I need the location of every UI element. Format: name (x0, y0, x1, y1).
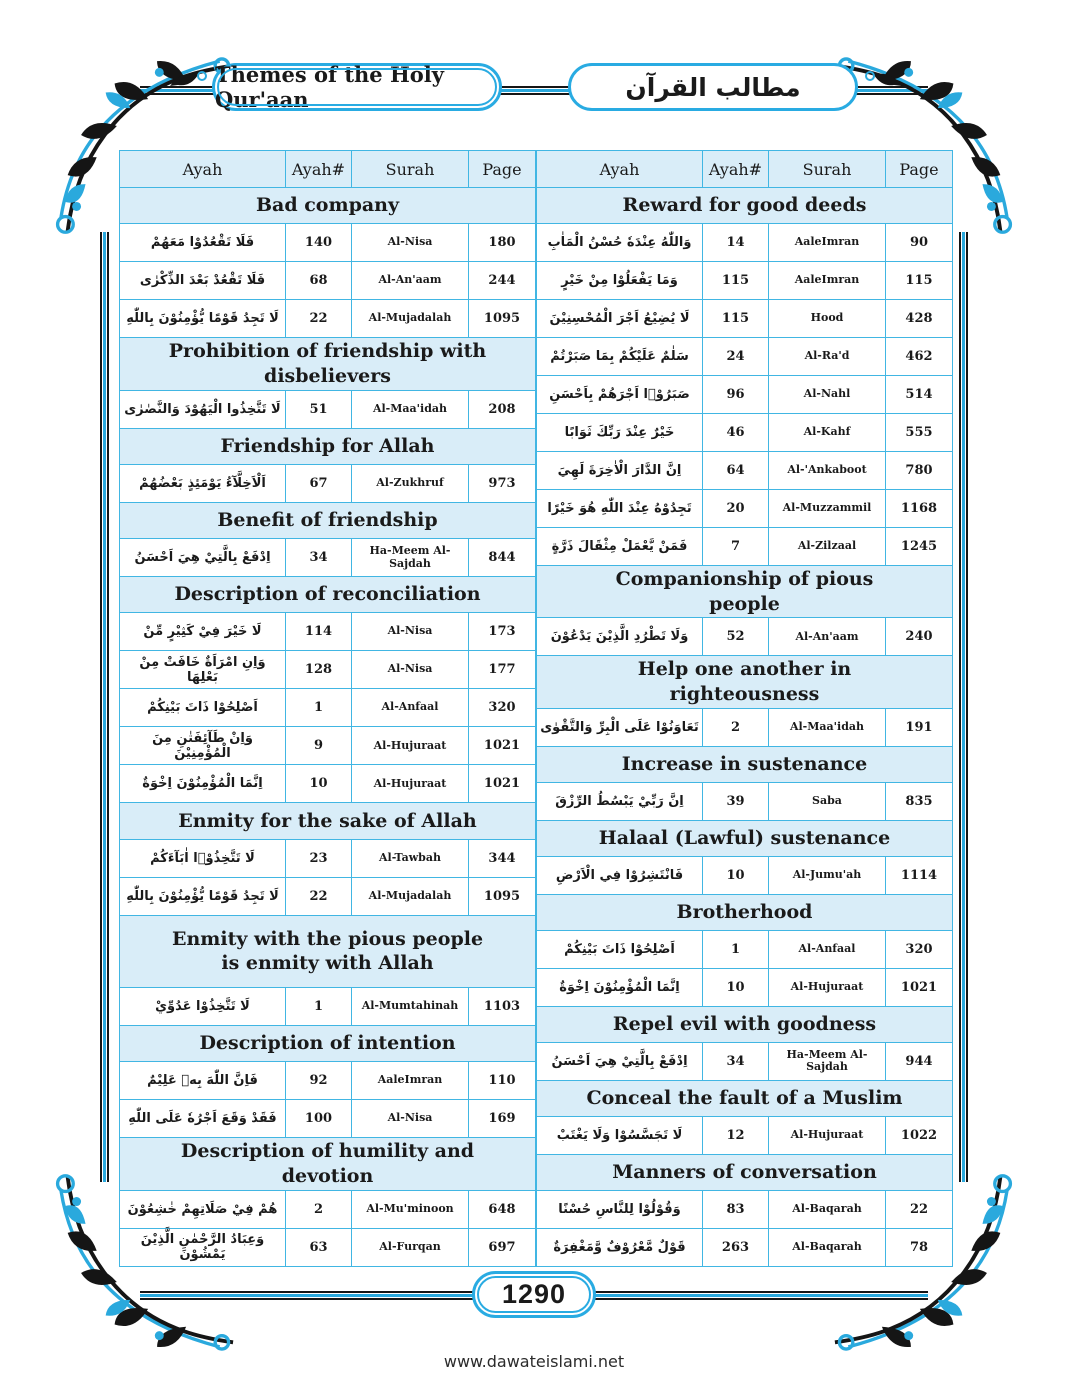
page-cell: 244 (469, 262, 536, 300)
surah-cell: Al-Nisa (352, 224, 469, 262)
ayah-number-cell: 10 (703, 968, 769, 1006)
table-row (537, 262, 953, 300)
ayah-number-cell: 2 (703, 708, 769, 746)
column-header: Page (886, 151, 953, 188)
surah-cell: Al-Jumu'ah (769, 856, 886, 894)
surah-cell: Al-Anfaal (769, 930, 886, 968)
ayah-number-cell: 1 (286, 987, 352, 1025)
ayah-arabic-cell: تَعَاوَنُوْا عَلَى الْبِرِّ وَالتَّقْوٰى (537, 708, 703, 746)
ayah-arabic-cell: لَا تَتَّخِذُوْا عَدُوِّيْ (120, 987, 286, 1025)
ayah-number-cell: 115 (703, 300, 769, 338)
ayah-arabic-cell: اَصْلِحُوْا ذَاتَ بَيْنِكُمْ (120, 689, 286, 727)
page-number-badge (472, 1271, 596, 1318)
page-cell: 835 (886, 782, 953, 820)
surah-cell: Al-Mumtahinah (352, 987, 469, 1025)
section-label: Repel evil with goodness (612, 1012, 877, 1035)
ayah-arabic-cell: لَا يُضِيْعُ اَجْرَ الْمُحْسِنِيْنَ (537, 300, 703, 338)
ayah-number-cell: 100 (286, 1099, 352, 1137)
ayah-number-cell: 10 (703, 856, 769, 894)
surah-cell: Al-Hujuraat (769, 1116, 886, 1154)
section-header (120, 1138, 536, 1190)
page-title-arabic (568, 63, 858, 111)
section-label: Halaal (Lawful) sustenance (598, 826, 891, 849)
ayah-arabic-cell: فَاِنَّ اللّٰهَ بِهٖ عَلِيْمٌ (120, 1061, 286, 1099)
section-label: Help one another in righteousness (637, 658, 852, 706)
page-cell: 844 (469, 539, 536, 577)
frame-line-left (100, 232, 109, 1182)
ayah-number-cell: 51 (286, 390, 352, 428)
section-header-row (120, 915, 536, 987)
section-label: Description of intention (199, 1032, 456, 1055)
ayah-arabic-cell: اِنَّمَا الْمُؤْمِنُوْنَ اِخْوَةٌ (537, 968, 703, 1006)
ayah-arabic-cell: فَقَدْ وَقَعَ اَجْرُهٗ عَلَى اللّٰهِ (120, 1099, 286, 1137)
table-row (120, 1228, 536, 1266)
ayah-arabic-cell: صَبَرُوْۤا اَجْرَهُمْ بِاَحْسَنِ (537, 376, 703, 414)
page-cell: 320 (469, 689, 536, 727)
ayah-arabic-cell: فَلَا تَقْعُدُوْا مَعَهُمْ (120, 224, 286, 262)
surah-cell: Al-Baqarah (769, 1190, 886, 1228)
ayah-arabic-cell: وَاِنْ طَآئِفَتٰنِ مِنَ الْمُؤْمِنِيْنَ (120, 727, 286, 765)
table-row (120, 1061, 536, 1099)
section-label: Bad company (255, 194, 400, 217)
ayah-number-cell: 52 (703, 618, 769, 656)
table-row (120, 877, 536, 915)
ayah-arabic-cell: وَلَا تَطْرُدِ الَّذِيْنَ يَدْعُوْنَ (537, 618, 703, 656)
table-row (537, 708, 953, 746)
page-cell: 78 (886, 1228, 953, 1266)
ayah-arabic-cell: اِنَّ الدَّارَ الْاٰخِرَةَ لَهِيَ (537, 452, 703, 490)
page-cell: 780 (886, 452, 953, 490)
page-cell: 1168 (886, 490, 953, 528)
surah-cell: Al-Nisa (352, 613, 469, 651)
section-label: Benefit of friendship (217, 509, 438, 532)
page-cell: 110 (469, 1061, 536, 1099)
page-cell: 428 (886, 300, 953, 338)
table-row (537, 376, 953, 414)
surah-cell: Al-Maa'idah (769, 708, 886, 746)
ayah-arabic-cell: اِنَّمَا الْمُؤْمِنُوْنَ اِخْوَةٌ (120, 765, 286, 803)
section-header (537, 1006, 953, 1042)
leaf-flourish-icon (164, 68, 208, 92)
page-title-arabic-label: مطالب القرآن (625, 72, 801, 102)
page-cell: 320 (886, 930, 953, 968)
ayah-arabic-cell: لَا تَتَّخِذُوْۤا اٰبَآءَكُمْ (120, 839, 286, 877)
section-header-row (120, 502, 536, 538)
table-row (120, 1190, 536, 1228)
surah-cell: Ha-Meem Al-Sajdah (769, 1042, 886, 1080)
section-header-row (120, 1138, 536, 1190)
page-cell: 169 (469, 1099, 536, 1137)
surah-cell: AaleImran (769, 224, 886, 262)
themes-index-table (119, 150, 953, 1267)
surah-cell: Al-Mu'minoon (352, 1190, 469, 1228)
page-cell: 1103 (469, 987, 536, 1025)
section-header (120, 338, 536, 390)
column-header-row (120, 151, 536, 188)
table-row (537, 1228, 953, 1266)
table-row (537, 414, 953, 452)
page-cell: 1021 (469, 765, 536, 803)
section-header-row (537, 746, 953, 782)
section-header-row (120, 428, 536, 464)
ayah-number-cell: 20 (703, 490, 769, 528)
ayah-arabic-cell: لَا تَجِدُ قَوْمًا يُّؤْمِنُوْنَ بِاللّٰهِ (120, 877, 286, 915)
section-header-row (120, 1025, 536, 1061)
ayah-number-cell: 7 (703, 528, 769, 566)
ayah-number-cell: 140 (286, 224, 352, 262)
table-row (120, 224, 536, 262)
page-cell: 180 (469, 224, 536, 262)
page-cell: 22 (886, 1190, 953, 1228)
ayah-arabic-cell: لَا تَجِدُ قَوْمًا يُّؤْمِنُوْنَ بِاللّٰهِ (120, 300, 286, 338)
table-row (120, 689, 536, 727)
section-header (537, 1080, 953, 1116)
surah-cell: Al-Hujuraat (769, 968, 886, 1006)
table-row (120, 987, 536, 1025)
ayah-number-cell: 63 (286, 1228, 352, 1266)
ayah-arabic-cell: وَمَا يَفْعَلُوْا مِنْ خَيْرٍ (537, 262, 703, 300)
ayah-number-cell: 34 (703, 1042, 769, 1080)
column-header: Surah (352, 151, 469, 188)
surah-cell: Al-Baqarah (769, 1228, 886, 1266)
table-row (537, 1190, 953, 1228)
ayah-arabic-cell: فَمَنْ يَّعْمَلْ مِثْقَالَ ذَرَّةٍ (537, 528, 703, 566)
surah-cell: Al-Anfaal (352, 689, 469, 727)
ayah-number-cell: 39 (703, 782, 769, 820)
section-label: Description of reconciliation (174, 583, 481, 606)
ayah-arabic-cell: وَعِبَادُ الرَّحْمٰنِ الَّذِيْنَ يَمْشُوْنَ (120, 1228, 286, 1266)
surah-cell: Al-Tawbah (352, 839, 469, 877)
section-header-row (120, 188, 536, 224)
table-row (537, 452, 953, 490)
table-row (537, 930, 953, 968)
table-row (537, 300, 953, 338)
page-cell: 973 (469, 464, 536, 502)
table-row (120, 390, 536, 428)
section-header (537, 656, 953, 708)
table-row (537, 338, 953, 376)
surah-cell: Al-Nisa (352, 651, 469, 689)
section-header (537, 820, 953, 856)
surah-cell: Ha-Meem Al-Sajdah (352, 539, 469, 577)
table-row (120, 300, 536, 338)
section-header-row (537, 894, 953, 930)
table-row (120, 1099, 536, 1137)
table-row (537, 528, 953, 566)
surah-cell: Al-An'aam (352, 262, 469, 300)
section-header-row (537, 820, 953, 856)
ayah-number-cell: 34 (286, 539, 352, 577)
page-cell: 944 (886, 1042, 953, 1080)
section-header-row (537, 1154, 953, 1190)
page-cell: 240 (886, 618, 953, 656)
section-header (120, 428, 536, 464)
surah-cell: AaleImran (769, 262, 886, 300)
section-header-row (120, 803, 536, 839)
frame-line-right (959, 232, 968, 1182)
column-header: Ayah (120, 151, 286, 188)
section-label: Conceal the fault of a Muslim (586, 1086, 903, 1109)
table-row (537, 1042, 953, 1080)
ayah-number-cell: 115 (703, 262, 769, 300)
section-header (537, 746, 953, 782)
ayah-arabic-cell: لَا تَتَّخِذُوا الْيَهُوْدَ وَالنَّصٰرٰى (120, 390, 286, 428)
section-label: Companionship of pious people (615, 568, 874, 615)
ayah-number-cell: 114 (286, 613, 352, 651)
ayah-arabic-cell: لَا تَجَسَّسُوْا وَلَا يَغْتَبْ (537, 1116, 703, 1154)
table-row (537, 618, 953, 656)
surah-cell: AaleImran (352, 1061, 469, 1099)
page-title-english-label: Themes of the Holy Qur'aan (215, 62, 444, 112)
ayah-arabic-cell: تَجِدُوْهُ عِنْدَ اللّٰهِ هُوَ خَيْرًا (537, 490, 703, 528)
section-label: Enmity for the sake of Allah (178, 809, 477, 832)
ayah-number-cell: 23 (286, 839, 352, 877)
section-header-row (537, 656, 953, 708)
ayah-arabic-cell: هُمْ فِيْ صَلَاتِهِمْ خٰشِعُوْنَ (120, 1190, 286, 1228)
ayah-number-cell: 1 (703, 930, 769, 968)
surah-cell: Al-Mujadalah (352, 877, 469, 915)
surah-cell: Al-Kahf (769, 414, 886, 452)
section-header (120, 915, 536, 987)
ayah-number-cell: 64 (703, 452, 769, 490)
section-header (120, 188, 536, 224)
ayah-number-cell: 22 (286, 300, 352, 338)
ayah-arabic-cell: فَانْتَشِرُوْا فِي الْاَرْضِ (537, 856, 703, 894)
ayah-arabic-cell: لَا خَيْرَ فِيْ كَثِيْرٍ مِّنْ (120, 613, 286, 651)
ayah-number-cell: 1 (286, 689, 352, 727)
ayah-number-cell: 128 (286, 651, 352, 689)
ayah-arabic-cell: فَلَا تَقْعُدْ بَعْدَ الذِّكْرٰى (120, 262, 286, 300)
website-url: www.dawateislami.net (443, 1352, 625, 1371)
table-row (120, 651, 536, 689)
page-cell: 1095 (469, 300, 536, 338)
ayah-arabic-cell: اَلْاَخِلَّآءُ يَوْمَئِذٍ بَعْضُهُمْ (120, 464, 286, 502)
column-header: Ayah (537, 151, 703, 188)
surah-cell: Saba (769, 782, 886, 820)
section-header (120, 577, 536, 613)
ayah-number-cell: 67 (286, 464, 352, 502)
section-header-row (537, 188, 953, 224)
page-number: 1290 (501, 1279, 567, 1309)
themes-table-right (536, 150, 953, 1267)
section-label: Manners of conversation (612, 1160, 877, 1183)
section-label: Enmity with the pious people is enmity with Allah (171, 927, 484, 975)
table-row (120, 613, 536, 651)
surah-cell: Al-Ra'd (769, 338, 886, 376)
page-cell: 344 (469, 839, 536, 877)
ayah-number-cell: 12 (703, 1116, 769, 1154)
section-header-row (537, 566, 953, 618)
ayah-number-cell: 92 (286, 1061, 352, 1099)
surah-cell: Al-Maa'idah (352, 390, 469, 428)
surah-cell: Al-Hujuraat (352, 727, 469, 765)
section-header (120, 1025, 536, 1061)
table-row (537, 490, 953, 528)
page-cell: 1022 (886, 1116, 953, 1154)
page-cell: 1114 (886, 856, 953, 894)
section-header (537, 188, 953, 224)
surah-cell: Hood (769, 300, 886, 338)
section-header (537, 1154, 953, 1190)
ayah-number-cell: 68 (286, 262, 352, 300)
ayah-number-cell: 46 (703, 414, 769, 452)
ayah-number-cell: 263 (703, 1228, 769, 1266)
section-header-row (120, 338, 536, 390)
column-header: Surah (769, 151, 886, 188)
page-cell: 177 (469, 651, 536, 689)
surah-cell: Al-Hujuraat (352, 765, 469, 803)
table-row (537, 782, 953, 820)
leaf-flourish-icon (864, 68, 908, 92)
page-cell: 462 (886, 338, 953, 376)
ayah-number-cell: 83 (703, 1190, 769, 1228)
ayah-number-cell: 10 (286, 765, 352, 803)
section-header-row (537, 1080, 953, 1116)
surah-cell: Al-Muzzammil (769, 490, 886, 528)
column-header-row (537, 151, 953, 188)
ayah-number-cell: 24 (703, 338, 769, 376)
table-row (537, 224, 953, 262)
page-title-english (212, 63, 502, 111)
ayah-arabic-cell: وَاِنِ امْرَاَةٌ خَافَتْ مِنْ بَعْلِهَا (120, 651, 286, 689)
ayah-number-cell: 2 (286, 1190, 352, 1228)
ayah-number-cell: 14 (703, 224, 769, 262)
table-row (120, 262, 536, 300)
section-label: Brotherhood (676, 900, 813, 923)
table-row (120, 539, 536, 577)
column-header: Ayah# (703, 151, 769, 188)
section-header-row (120, 577, 536, 613)
section-header (120, 803, 536, 839)
section-label: Reward for good deeds (622, 194, 867, 217)
surah-cell: Al-'Ankaboot (769, 452, 886, 490)
ayah-arabic-cell: اَصْلِحُوْا ذَاتَ بَيْنِكُمْ (537, 930, 703, 968)
section-label: Description of humility and devotion (180, 1140, 475, 1187)
page-cell: 1021 (469, 727, 536, 765)
surah-cell: Al-Zukhruf (352, 464, 469, 502)
section-header-row (537, 1006, 953, 1042)
ayah-arabic-cell: اِدْفَعْ بِالَّتِيْ هِيَ اَحْسَنُ (537, 1042, 703, 1080)
page-cell: 208 (469, 390, 536, 428)
table-row (120, 765, 536, 803)
surah-cell: Al-Nahl (769, 376, 886, 414)
page-cell: 697 (469, 1228, 536, 1266)
page-cell: 514 (886, 376, 953, 414)
surah-cell: Al-Furqan (352, 1228, 469, 1266)
surah-cell: Al-Nisa (352, 1099, 469, 1137)
page-cell: 115 (886, 262, 953, 300)
surah-cell: Al-Mujadalah (352, 300, 469, 338)
ayah-arabic-cell: وَقُوْلُوْا لِلنَّاسِ حُسْنًا (537, 1190, 703, 1228)
surah-cell: Al-An'aam (769, 618, 886, 656)
table-row (120, 727, 536, 765)
section-header (120, 502, 536, 538)
page-cell: 90 (886, 224, 953, 262)
table-row (537, 856, 953, 894)
ayah-arabic-cell: خَيْرٌ عِنْدَ رَبِّكَ ثَوَابًا (537, 414, 703, 452)
section-label: Friendship for Allah (220, 435, 435, 458)
column-header: Ayah# (286, 151, 352, 188)
column-header: Page (469, 151, 536, 188)
section-header (537, 894, 953, 930)
themes-table-left (119, 150, 536, 1267)
ayah-arabic-cell: اِنَّ رَبِّيْ يَبْسُطُ الرِّزْقَ (537, 782, 703, 820)
page-cell: 1021 (886, 968, 953, 1006)
page-cell: 648 (469, 1190, 536, 1228)
page-cell: 1095 (469, 877, 536, 915)
ayah-number-cell: 96 (703, 376, 769, 414)
ayah-number-cell: 22 (286, 877, 352, 915)
section-label: Increase in sustenance (621, 752, 868, 775)
page-cell: 555 (886, 414, 953, 452)
ayah-arabic-cell: اِدْفَعْ بِالَّتِيْ هِيَ اَحْسَنُ (120, 539, 286, 577)
page-cell: 173 (469, 613, 536, 651)
table-row (120, 464, 536, 502)
table-row (537, 968, 953, 1006)
surah-cell: Al-Zilzaal (769, 528, 886, 566)
ayah-arabic-cell: سَلٰمٌ عَلَيْكُمْ بِمَا صَبَرْتُمْ (537, 338, 703, 376)
table-row (120, 839, 536, 877)
ayah-arabic-cell: قَوْلٌ مَّعْرُوْفٌ وَّمَغْفِرَةٌ (537, 1228, 703, 1266)
page-cell: 1245 (886, 528, 953, 566)
ayah-arabic-cell: وَاللّٰهُ عِنْدَهٗ حُسْنُ الْمَاٰبِ (537, 224, 703, 262)
table-row (537, 1116, 953, 1154)
section-label: Prohibition of friendship with disbelievers (168, 340, 487, 388)
ayah-number-cell: 9 (286, 727, 352, 765)
section-header (537, 566, 953, 618)
page-cell: 191 (886, 708, 953, 746)
